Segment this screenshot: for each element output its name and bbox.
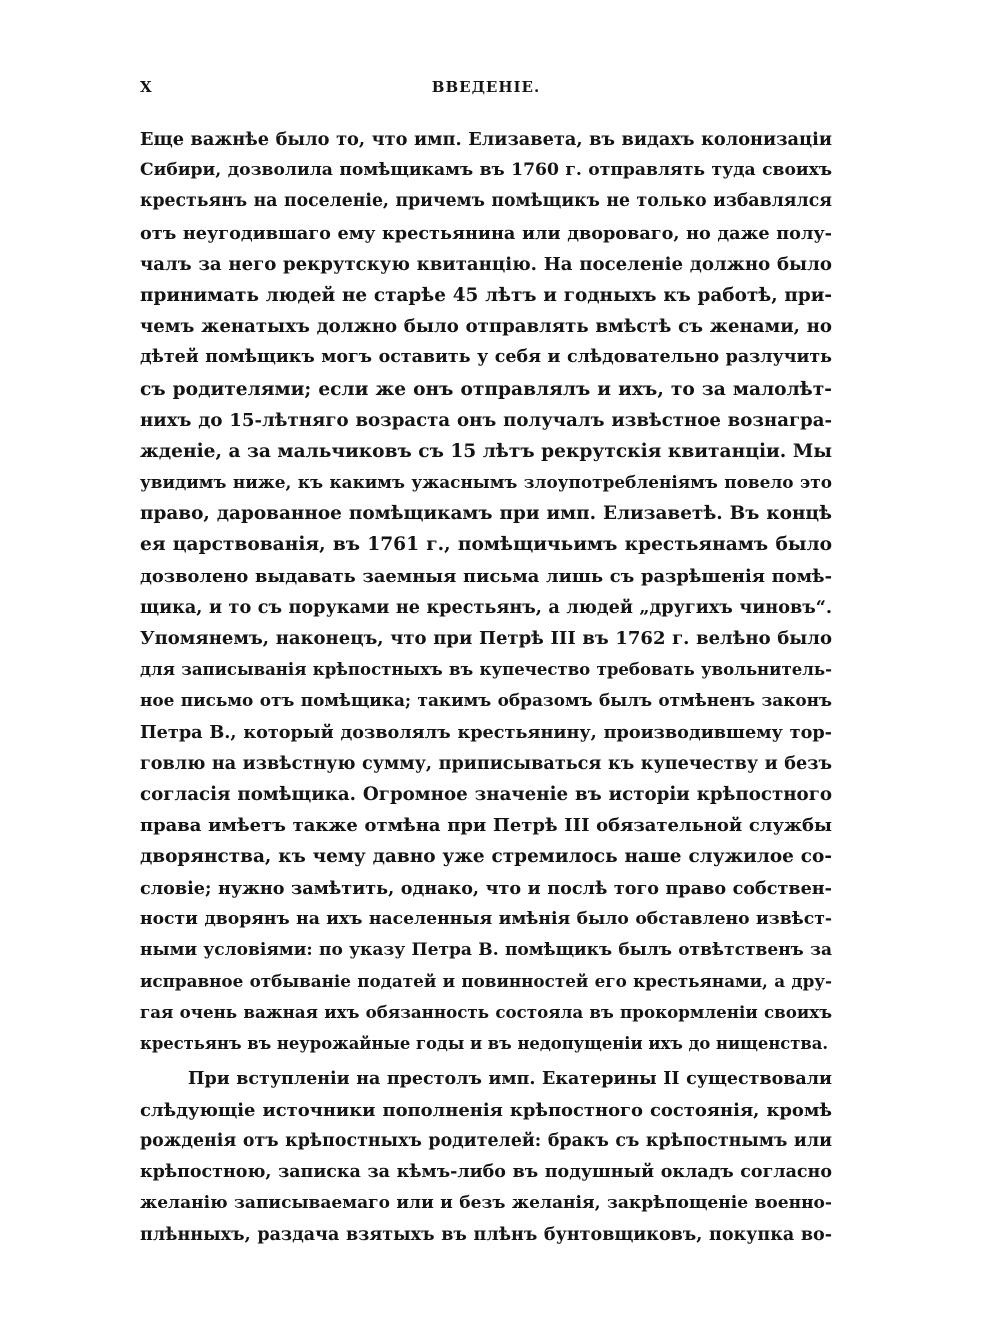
body-text [140,124,832,1251]
text-line: дозволено выдавать заемныя письма лишь съ разрѣшенія помѣ- [140,565,832,587]
text-line: дѣтей помѣщикъ могъ оставить у себя и слѣдовательно разлучить [140,347,832,368]
text-line: право, дарованное помѣщикамъ при имп. Елизаветѣ. Въ концѣ [140,503,832,525]
paragraph-2 [140,1064,832,1251]
text-line: съ родителями; если же онъ отправлялъ и ихъ, то за малолѣт- [140,378,832,400]
text-line: принимать людей не старѣе 45 лѣтъ и годныхъ къ работѣ, при- [140,284,832,306]
text-line: увидимъ ниже, къ какимъ ужаснымъ злоупотребленіямъ повело это [140,472,832,493]
text-line: При вступленіи на престолъ имп. Екатерины II существовали [188,1068,832,1089]
text-line: нихъ до 15-лѣтняго возраста онъ получалъ извѣстное вознагра- [140,409,832,431]
text-line: дворянства, къ чему давно уже стремилось наше служилое со- [140,846,832,868]
text-line: плѣнныхъ, раздача взятыхъ въ плѣнъ бунтовщиковъ, покупка во- [140,1224,832,1245]
text-line: чалъ за него рекрутскую квитанцію. На поселеніе должно было [140,253,832,275]
text-line: крестьянъ на поселеніе, причемъ помѣщикъ не только избавлялся [140,191,832,212]
text-line: крестьянъ въ неурожайные годы и въ недопущеніи ихъ до нищенства. [140,1034,829,1054]
text-line: рожденія отъ крѣпостныхъ родителей: бракъ съ крѣпостнымъ или [140,1131,832,1151]
text-line: желанію записываемаго или и безъ желанія, закрѣпощеніе военно- [140,1193,832,1214]
text-line: Петра В., который дозволялъ крестьянину, производившему тор- [140,721,832,743]
page-number: X [140,78,153,96]
text-line: для записыванія крѣпостныхъ въ купечество требовать увольнитель- [140,659,832,680]
text-line: Еще важнѣе было то, что имп. Елизавета, въ видахъ колонизаціи [140,129,832,150]
paragraph-1 [140,124,832,1060]
running-title: ВВЕДЕНІЕ. [431,78,541,96]
text-line: слѣдующіе источники пополненія крѣпостного состоянія, кромѣ [140,1099,832,1121]
text-line: исправное отбываніе податей и повинностей его крестьянами, а дру- [140,971,832,992]
text-line: ности дворянъ на ихъ населенныя имѣнія было обставлено извѣст- [140,908,832,929]
text-line: Упомянемъ, наконецъ, что при Петрѣ III въ 1762 г. велѣно было [140,628,832,649]
text-line: ное письмо отъ помѣщика; такимъ образомъ былъ отмѣненъ законъ [140,690,832,711]
text-line: чемъ женатыхъ должно было отправлять вмѣстѣ съ женами, но [140,316,832,338]
text-line: говлю на извѣстную сумму, приписываться къ купечеству и безъ [140,752,832,774]
text-line: жденіе, а за мальчиковъ съ 15 лѣтъ рекрутскія квитанціи. Мы [140,440,832,462]
text-line: Сибири, дозволила помѣщикамъ въ 1760 г. отправлять туда своихъ [140,160,832,181]
text-line: щика, и то съ поруками не крестьянъ, а людей „другихъ чиновъ“. [140,596,832,618]
text-line: гая очень важная ихъ обязанность состояла въ прокормленіи своихъ [140,1002,832,1023]
running-head [140,78,832,102]
text-line: права имѣетъ также отмѣна при Петрѣ III обязательной службы [140,815,832,837]
text-line: словіе; нужно замѣтить, однако, что и послѣ того право собствен- [140,877,832,899]
text-line: ными условіями: по указу Петра В. помѣщикъ былъ отвѣтственъ за [140,939,832,960]
text-line: крѣпостною, записка за кѣмъ-либо въ подушный окладъ согласно [140,1162,832,1183]
text-line: согласія помѣщика. Огромное значеніе въ исторіи крѣпостного [140,783,832,805]
text-line: отъ неугодившаго ему крестьянина или двороваго, но даже полу- [140,222,832,244]
text-line: ея царствованія, въ 1761 г., помѣщичьимъ крестьянамъ было [140,534,832,556]
